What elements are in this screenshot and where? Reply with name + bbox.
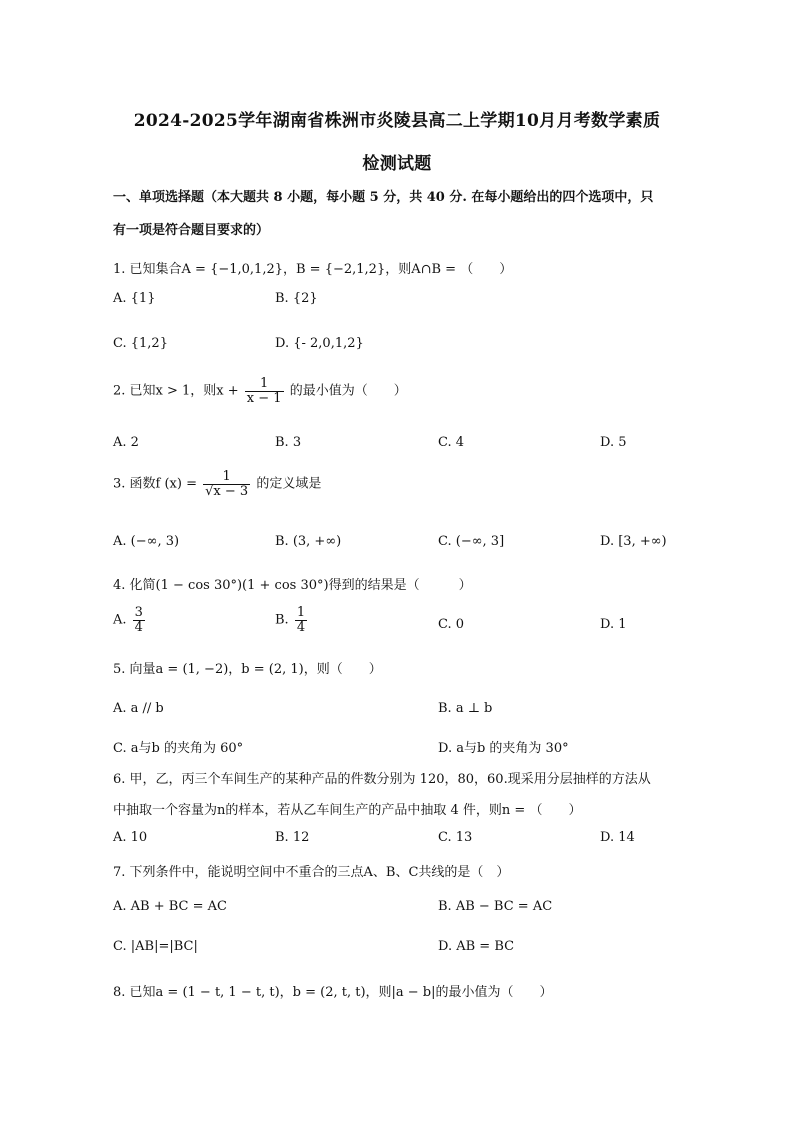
question-4-option-a-fraction — [133, 606, 145, 634]
question-3-stem-suffix: 的定义域是 — [256, 476, 322, 492]
question-6-stem-line2: 中抽取一个容量为n的样本，若从乙车间生产的产品中抽取 4 件，则n = （ ） — [113, 803, 582, 818]
question-6-option-b: B. 12 — [275, 830, 310, 845]
question-4-option-a-numerator: 3 — [134, 605, 143, 620]
question-4-option-c: C. 0 — [438, 617, 465, 632]
question-1-option-c: C. {1,2} — [113, 336, 168, 351]
question-4-option-a — [113, 606, 147, 634]
exam-title-line1: 2024-2025学年湖南省株洲市炎陵县高二上学期10月月考数学素质 — [133, 111, 661, 131]
question-6-option-c: C. 13 — [438, 830, 473, 845]
question-4-option-b-denominator: 4 — [296, 619, 306, 635]
question-5-option-d: D. a与b 的夹角为 30° — [438, 741, 569, 756]
question-4-option-b-numerator: 1 — [296, 605, 306, 620]
section-heading-line2: 有一项是符合题目要求的） — [113, 223, 270, 238]
question-2-option-a: A. 2 — [113, 435, 139, 450]
question-4-option-d: D. 1 — [600, 617, 627, 632]
question-4-option-b-label: B. — [275, 612, 289, 628]
question-2-stem-suffix: 的最小值为（ ） — [289, 383, 407, 399]
question-7-stem: 7. 下列条件中，能说明空间中不重合的三点A、B、C共线的是（ ） — [113, 865, 510, 880]
question-1-option-a: A. {1} — [113, 291, 156, 306]
question-4-option-a-denominator: 4 — [134, 619, 143, 635]
question-2-stem-prefix: 2. 已知x > 1，则x + — [113, 383, 239, 399]
question-3-stem-prefix: 3. 函数f (x) = — [113, 476, 197, 492]
question-4-stem: 4. 化简(1 − cos 30°)(1 + cos 30°)得到的结果是（ ） — [113, 578, 472, 593]
question-5-option-c: C. a与b 的夹角为 60° — [113, 741, 244, 756]
question-7-option-c: C. |AB|=|BC| — [113, 939, 198, 954]
question-3-option-b: B. (3, +∞) — [275, 534, 342, 549]
question-3-option-d: D. [3, +∞) — [600, 534, 667, 549]
question-2-stem — [113, 377, 407, 405]
section-heading-line1: 一、单项选择题（本大题共 8 小题，每小题 5 分，共 40 分. 在每小题给出的四个选项中，只 — [113, 190, 654, 205]
question-3-option-c: C. (−∞, 3] — [438, 534, 505, 549]
question-8-stem: 8. 已知a = (1 − t, 1 − t, t)，b = (2, t, t)，则|a − b|的最小值为（ ） — [113, 985, 553, 1000]
question-2-option-b: B. 3 — [275, 435, 302, 450]
question-3-fraction — [203, 470, 250, 498]
question-7-option-b: B. AB − BC = AC — [438, 899, 553, 914]
question-4-option-a-label: A. — [113, 612, 127, 628]
question-2-fraction-numerator: 1 — [260, 376, 269, 391]
question-5-option-a: A. a // b — [113, 701, 164, 716]
question-7-option-d: D. AB = BC — [438, 939, 515, 954]
question-6-option-d: D. 14 — [600, 830, 635, 845]
question-3-stem — [113, 470, 321, 498]
question-7-option-a: A. AB + BC = AC — [113, 899, 227, 914]
question-4-option-b — [275, 606, 309, 634]
question-1-option-b: B. {2} — [275, 291, 318, 306]
exam-title-line2: 检测试题 — [362, 154, 432, 174]
question-3-fraction-denominator: √x − 3 — [205, 483, 249, 499]
question-2-fraction — [245, 377, 284, 405]
question-4-option-b-fraction — [295, 606, 307, 634]
question-2-option-d: D. 5 — [600, 435, 627, 450]
question-5-stem: 5. 向量a = (1, −2)，b = (2, 1)，则（ ） — [113, 662, 382, 677]
question-2-option-c: C. 4 — [438, 435, 465, 450]
question-1-option-d: D. {- 2,0,1,2} — [275, 336, 364, 351]
question-2-fraction-denominator: x − 1 — [246, 390, 282, 406]
question-6-option-a: A. 10 — [113, 830, 148, 845]
question-3-option-a: A. (−∞, 3) — [113, 534, 180, 549]
question-1-stem: 1. 已知集合A = {−1,0,1,2}，B = {−2,1,2}，则A∩B = （ ） — [113, 262, 513, 277]
question-6-stem-line1: 6. 甲，乙，丙三个车间生产的某种产品的件数分别为 120，80，60.现采用分层抽样的方法从 — [113, 772, 651, 787]
question-5-option-b: B. a ⊥ b — [438, 701, 493, 716]
question-3-fraction-numerator: 1 — [222, 469, 231, 484]
